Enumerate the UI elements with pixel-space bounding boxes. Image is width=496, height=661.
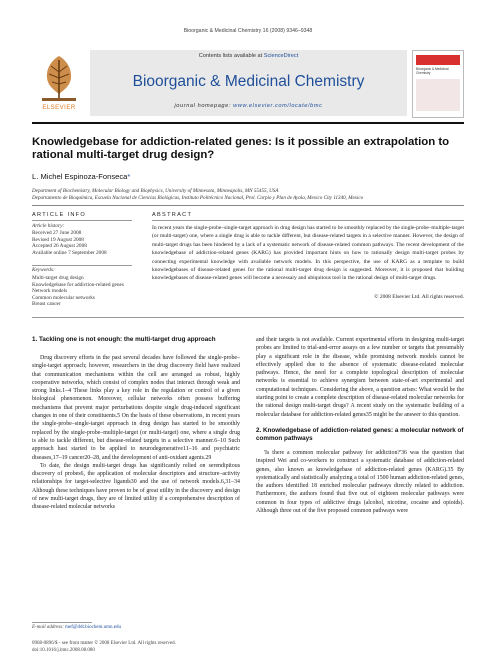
sciencedirect-link[interactable]: ScienceDirect bbox=[263, 53, 299, 59]
keywords-rule bbox=[32, 265, 132, 266]
issn-line: 0968-0896/$ - see front matter © 2008 Elsevier Ltd. All rights reserved. bbox=[32, 641, 176, 646]
abstract-rule bbox=[152, 220, 464, 221]
masthead-rule bbox=[32, 122, 464, 124]
article-info-rule bbox=[32, 220, 132, 221]
history-label: Article history: bbox=[32, 223, 65, 229]
history-received: Received 27 June 2008 bbox=[32, 230, 82, 236]
history-revised: Revised 19 August 2008 bbox=[32, 236, 84, 243]
keywords-label: Keywords: bbox=[32, 267, 55, 273]
abstract-bottom-rule bbox=[32, 317, 464, 318]
homepage-prefix: journal homepage: bbox=[174, 103, 234, 109]
body-paragraph: To date, the design multi-target drugs has significantly relied on serendipitous discovery of probes6, the application of molecular descriptors and structure–activity relationships for target-selective ligands30 and the use of network models.6,31–34 Although these techniques have proven to be of great utility in the discovery and design of new multi-target drugs, they are of limited utility if a comprehensive description of disease-related molecular networks bbox=[32, 462, 240, 511]
journal-title-box bbox=[90, 50, 407, 116]
abstract-text: In recent years the single-probe–single-target approach in drug design has started to be smoothly replaced by the single-probe–multiple-target (or multi-target) one, where a single drug is able to tackle different, but disease-related targets in a selective manner. However, the design of multi-target drugs has been hindered by a lack of a systematic network of disease-related common pathways. The recent development of the knowledgebase of addiction-related genes (KARG) has provided important hints on how to rationally design multi-target probes by connecting experimental knowledge with available network models. In this perspective, the use of KARG as a template to build knowledgebases of disease-related genes for the rational multi-target drug design is suggested. Moreover, it is proposed that building knowledgebases of disease-related genes will become a necessary and ubiquitous tool in the rational design of multi-target drugs. bbox=[152, 225, 464, 282]
cover-title: Bioorganic & Medicinal Chemistry bbox=[416, 67, 449, 75]
history-online: Available online 7 September 2008 bbox=[32, 249, 107, 256]
keyword-item: Knowledgebase for addiction-related genes bbox=[32, 281, 124, 288]
title-rule bbox=[32, 205, 464, 206]
section-1-heading: 1. Tackling one is not enough: the multi-target drug approach bbox=[32, 336, 216, 343]
contents-line bbox=[90, 53, 407, 59]
affiliation-1: Department of Biochemistry, Molecular Biology and Biophysics, University of Minnesota, Minneapolis, MN 55455, USA bbox=[32, 188, 279, 194]
abstract-heading: ABSTRACT bbox=[152, 212, 193, 218]
body-paragraph: and their targets is not available. Current experimental efforts in designing multi-target probes are limited to trial-and-error assays on a few number or targets that presumably play a significant role in the disease, while promising network models cannot be effectively applied due to the absence of systematic disease-related molecular pathways. Hence, the need for a complete topological description of molecular networks is essential to achieve synergism between state-of-art experimental and computational techniques. Considering the above, a question arises: What would be the starting point to create a complete description of disease-related molecular networks for the rational design multi-target drugs? A recent study on the systematic building of a molecular database for addiction-related genes35 might be the answer to this question. bbox=[256, 337, 464, 418]
history-accepted: Accepted 26 August 2008 bbox=[32, 243, 87, 250]
body-paragraph: 'Is there a common molecular pathway for addiction?'36 was the question that inspired Wei and co-workers to construct a systematic database of addiction-related genes, also known as knowledgebase of addiction-related genes (KARG).35 By systematically and statistically analyzing a total of 1500 human addiction-related genes, the authors identified 18 enriched molecular pathways directly related to addiction. Furthermore, the authors found that five out of eighteen molecular pathways were common in four types of addictive drugs (alcohol, nicotine, cocaine and opioids). Although three out of the five proposed common pathways were bbox=[256, 449, 464, 515]
author-email-link[interactable]: mef@ddt.biochem.umn.edu bbox=[65, 625, 121, 630]
homepage-link[interactable]: www.elsevier.com/locate/bmc bbox=[233, 103, 323, 109]
author-line bbox=[32, 172, 130, 181]
keyword-item: Multi-target drug design bbox=[32, 275, 84, 281]
affiliation-2: Departamento de Bioquímica, Escuela Nacional de Ciencias Biológicas, Instituto Politécnico Nacional, Prol. Carpio y Plan de Ayala, Mexico City 11340, Mexico bbox=[32, 195, 364, 201]
journal-cover-thumbnail bbox=[412, 50, 464, 118]
keyword-item: Network models bbox=[32, 288, 68, 295]
journal-masthead bbox=[32, 50, 464, 120]
elsevier-logo bbox=[32, 50, 86, 116]
contents-prefix: Contents lists available at bbox=[198, 53, 264, 59]
body-paragraph: Drug discovery efforts in the past several decades have followed the single-probe–single-target approach; however, researchers in the drug discovery field have realized that communication mechanisms within the cell are arranged as robust, highly cooperative networks, which consist of complex nodes that interact through weak and strong links.1–4 These links play a key role in the regulation or control of a given biological phenomenon. Moreover, cellular networks often possess buffering mechanisms that prevent major perturbations despite single drug-induced significant changes in one of their constituents.5 On the basis of these observations, in recent years the single-probe–single-target approach in drug design has started to be smoothly replaced by the single-probe–multiple-target (or multi-target) one, where a single drug is able to tackle different, but disease-related targets in a selective manner.6–10 Such approach hast started to be applied to neurodegenerative11–16 and psychiatric diseases,17–19 cancer20–28, and the development of anti-oxidant agents.29 bbox=[32, 355, 240, 461]
abstract-copyright: © 2008 Elsevier Ltd. All rights reserved. bbox=[374, 294, 464, 300]
section-2-heading: 2. Knowledgebase of addiction-related genes: a molecular network of common pathways bbox=[256, 426, 464, 442]
body-column-right bbox=[256, 336, 464, 515]
keyword-item: Breast cancer bbox=[32, 301, 61, 308]
footnote bbox=[32, 625, 121, 630]
author-footnote-mark[interactable]: * bbox=[127, 172, 131, 181]
author-name: L. Michel Espinoza-Fonseca bbox=[32, 172, 128, 181]
doi-line: doi:10.1016/j.bmc.2008.08.080 bbox=[32, 648, 95, 653]
article-title: Knowledgebase for addiction-related genes: Is it possible an extrapolation to rational multi-target drug design? bbox=[32, 136, 450, 161]
footnote-label: E-mail address: bbox=[32, 625, 66, 630]
article-info-heading: ARTICLE INFO bbox=[32, 212, 87, 218]
body-column-left bbox=[32, 336, 240, 512]
journal-homepage bbox=[90, 103, 407, 109]
running-head: Bioorganic & Medicinal Chemistry 16 (2008) 9346–9348 bbox=[183, 28, 313, 34]
publisher-name: ELSEVIER bbox=[42, 105, 76, 111]
journal-title: Bioorganic & Medicinal Chemistry bbox=[132, 73, 365, 90]
footnote-rule bbox=[32, 622, 92, 623]
keyword-item: Common molecular networks bbox=[32, 294, 95, 301]
